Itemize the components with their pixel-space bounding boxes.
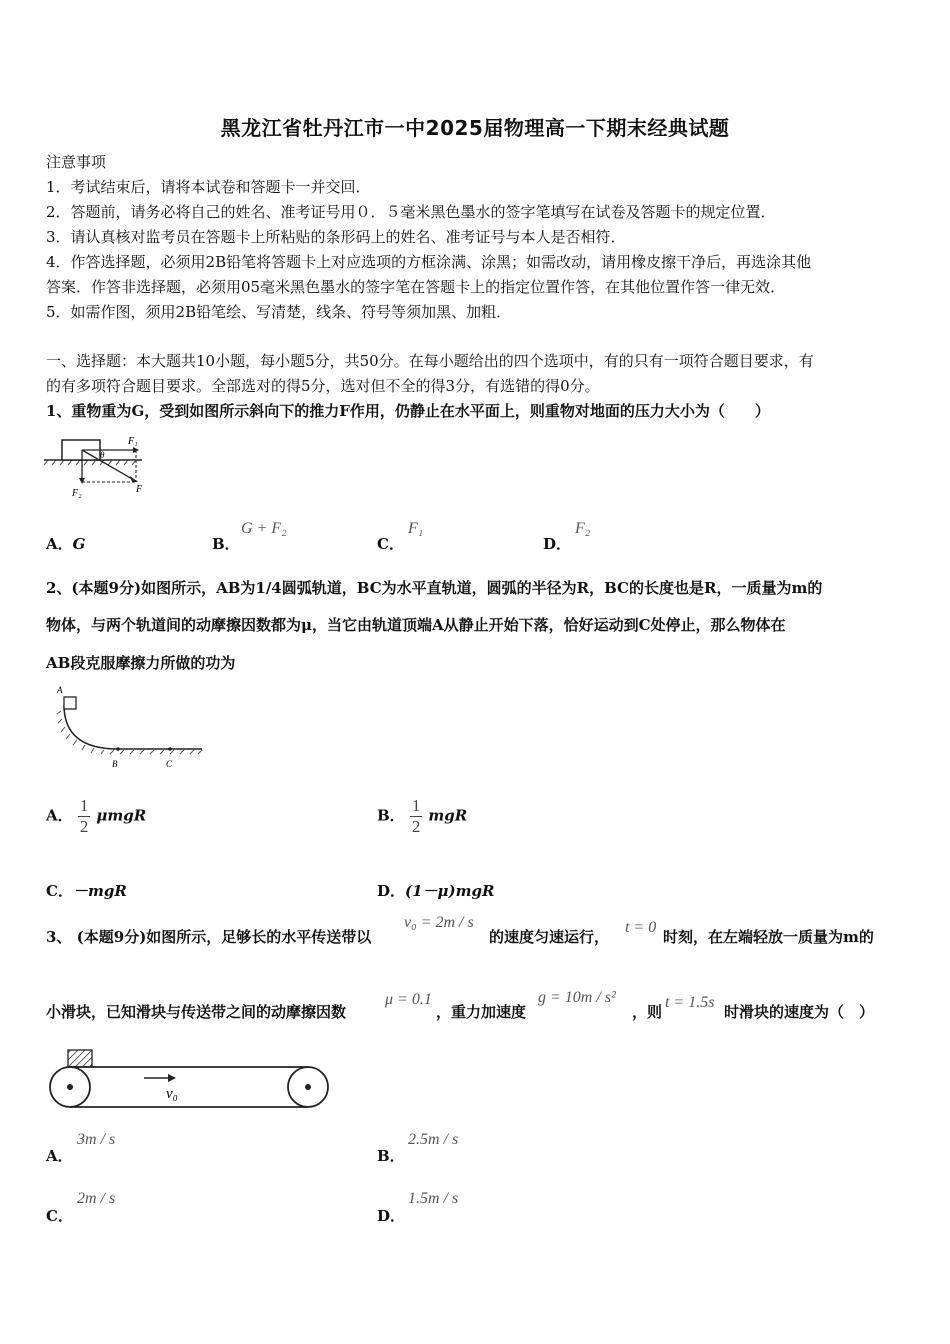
option-value: 1.5m / s xyxy=(408,1190,459,1207)
track xyxy=(64,705,202,749)
q2-option-d xyxy=(377,880,494,901)
option-key: D． xyxy=(543,535,572,553)
q3-option-d xyxy=(377,1205,405,1226)
fraction-denominator: 2 xyxy=(411,817,421,836)
q3-stem: 时刻，在左端轻放一质量为m的 xyxy=(663,928,874,946)
q3-stem: 小滑块，已知滑块与传送带之间的动摩擦因数 xyxy=(46,1003,347,1021)
q1-stem: 1、重物重为G，受到如图所示斜向下的推力F作用，仍静止在水平面上，则重物对地面的压力大小为（ ） xyxy=(46,402,770,420)
q1-figure xyxy=(44,432,154,502)
q1-option-a xyxy=(46,533,85,554)
notice-item: 3．请认真核对监考员在答题卡上所粘贴的条形码上的姓名、准考证号与本人是否相符． xyxy=(46,228,626,246)
notice-item: 5．如需作图，须用2B铅笔绘、写清楚，线条、符号等须加黑、加粗． xyxy=(46,303,512,321)
slider-block xyxy=(68,1050,92,1067)
q1-option-b xyxy=(212,533,240,554)
point-c-label: C xyxy=(166,759,173,769)
fraction-denominator: 2 xyxy=(79,817,89,836)
q3-g: g = 10m / s² xyxy=(538,989,616,1006)
section-instruction: 一、选择题：本大题共10小题，每小题5分，共50分。在每小题给出的四个选项中，有的只有一项符合题目要求，有 xyxy=(46,352,814,370)
option-key: D． xyxy=(377,882,406,900)
theta-label: θ xyxy=(100,450,105,460)
option-value: (1－μ)mgR xyxy=(405,882,495,900)
q3-stem: 时滑块的速度为（ ） xyxy=(724,1003,875,1021)
option-key: B． xyxy=(377,1147,405,1165)
q3-option-a xyxy=(46,1145,73,1166)
point-b-label: B xyxy=(112,759,118,769)
option-value: 3m / s xyxy=(77,1131,116,1148)
section-instruction: 的有多项符合题目要求。全部选对的得5分，选对但不全的得3分，有选错的得0分。 xyxy=(46,377,600,395)
option-value: F₂ xyxy=(575,520,591,537)
option-key: D． xyxy=(377,1207,406,1225)
q3-figure xyxy=(46,1046,331,1112)
option-value: －mgR xyxy=(72,882,127,900)
f-vector xyxy=(82,450,134,480)
fraction-numerator: 1 xyxy=(411,796,421,815)
fraction-numerator: 1 xyxy=(79,796,89,815)
q2-option-a xyxy=(46,796,146,837)
q2-stem: 2、(本题9分)如图所示，AB为1/4圆弧轨道，BC为水平直轨道，圆弧的半径为R，BC的长度也是R，一质量为m的 xyxy=(46,579,823,597)
page-title: 黑龙江省牡丹江市一中2025届物理高一下期末经典试题 xyxy=(220,116,730,140)
block xyxy=(64,697,76,709)
notice-item: 答案．作答非选择题，必须用05毫米黑色墨水的签字笔在答题卡上的指定位置作答，在其他位置作答一律无效． xyxy=(46,278,786,296)
q3-v0: v₀ = 2m / s xyxy=(404,914,474,931)
option-key: C． xyxy=(46,882,73,900)
point-a-label: A xyxy=(57,685,63,695)
q3-t: t = 1.5s xyxy=(665,994,715,1011)
q3-stem: 的速度匀速运行， xyxy=(489,928,610,946)
v0-label: v₀ xyxy=(166,1086,178,1102)
notice-item: 4．作答选择题，必须用2B铅笔将答题卡上对应选项的方框涂满、涂黑；如需改动，请用橡皮擦干净后，再选涂其他 xyxy=(46,253,812,271)
option-value: G + F₂ xyxy=(241,520,287,537)
q3-mu: μ = 0.1 xyxy=(385,991,432,1008)
option-value: F₁ xyxy=(408,520,424,537)
option-key: A． xyxy=(46,535,73,553)
q2-option-b xyxy=(377,796,467,837)
option-key: A． xyxy=(46,1147,73,1165)
option-key: C． xyxy=(46,1207,73,1225)
q2-option-c xyxy=(46,880,127,901)
q3-stem: ，则 xyxy=(632,1003,663,1021)
option-value: G xyxy=(72,535,86,553)
notice-item: 1．考试结束后，请将本试卷和答题卡一并交回． xyxy=(46,178,371,196)
option-key: B． xyxy=(377,806,405,825)
option-value: 2.5m / s xyxy=(408,1131,459,1148)
option-value: μmgR xyxy=(96,806,147,825)
option-value: mgR xyxy=(428,806,468,825)
q2-figure xyxy=(46,683,206,773)
notice-item: 2．答题前，请务必将自己的姓名、准考证号用０．５毫米黑色墨水的签字笔填写在试卷及答题卡的规定位置． xyxy=(46,203,776,221)
option-value: 2m / s xyxy=(77,1190,116,1207)
q1-option-c xyxy=(377,533,404,554)
q3-stem: ，重力加速度 xyxy=(436,1003,527,1021)
option-key: B． xyxy=(212,535,240,553)
option-key: C． xyxy=(377,535,404,553)
q3-option-c xyxy=(46,1205,73,1226)
f2-label: F₂ xyxy=(72,488,82,499)
f1-label: F₁ xyxy=(128,436,138,447)
q2-stem: 物体，与两个轨道间的动摩擦因数都为μ，当它由轨道顶端A从静止开始下落，恰好运动到C处停止，那么物体在 xyxy=(46,616,786,634)
option-key: A． xyxy=(46,806,73,825)
q1-option-d xyxy=(543,533,571,554)
notice-heading: 注意事项 xyxy=(46,153,107,171)
f-label: F xyxy=(136,484,143,495)
q3-stem: 3、 (本题9分)如图所示，足够长的水平传送带以 xyxy=(46,928,372,946)
q3-option-b xyxy=(377,1145,405,1166)
q2-stem: AB段克服摩擦力所做的功为 xyxy=(46,654,236,672)
q3-t0: t = 0 xyxy=(625,919,657,936)
